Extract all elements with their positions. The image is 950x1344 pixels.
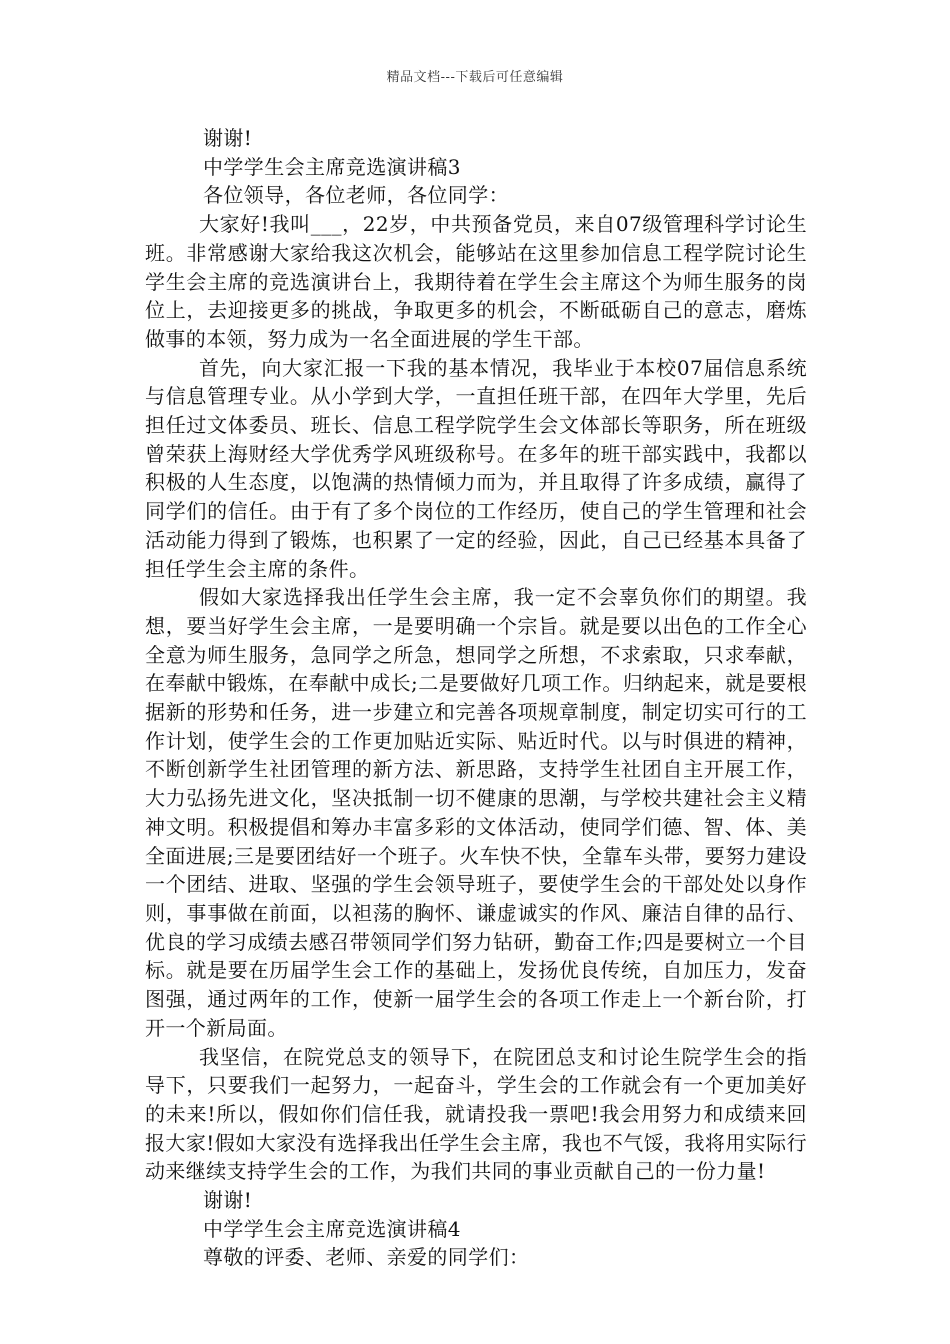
body-paragraph: 假如大家选择我出任学生会主席，我一定不会辜负你们的期望。我想，要当好学生会主席，一是要明确一个宗旨。就是要以出色的工作全心全意为师生服务，急同学之所急，想同学之所想，不求索取，只求奉献，在奉献中锻炼，在奉献中成长;二是要做好几项工作。归纳起来，就是要根据新的形势和任务，进一步建立和完善各项规章制度，制定切实可行的工作计划，使学生会的工作更加贴近实际、贴近时代。以与时俱进的精神，不断创新学生社团管理的新方法、新思路，支持学生社团自主开展工作，大力弘扬先进文化，坚决抵制一切不健康的思潮，与学校共建社会主义精神文明。积极提倡和筹办丰富多彩的文体活动，使同学们德、智、体、美全面进展;三是要团结好一个班子。火车快不快，全靠车头带，要努力建设一个团结、进取、坚强的学生会领导班子，要使学生会的干部处处以身作则，事事做在前面，以袒荡的胸怀、谦虚诚实的作风、廉洁自律的品行、优良的学习成绩去感召带领同学们努力钻研，勤奋工作;四是要树立一个目标。就是要在历届学生会工作的基础上，发扬优良传统，自加压力，发奋图强，通过两年的工作，使新一届学生会的各项工作走上一个新台阶，打开一个新局面。 [145,585,807,1040]
speech-title: 中学学生会主席竞选演讲稿4 [203,1216,461,1241]
document-body [145,124,807,1272]
closing-thanks: 谢谢! [203,126,253,150]
speech-title: 中学学生会主席竞选演讲稿3 [203,154,461,179]
salutation: 各位领导，各位老师，各位同学： [203,183,509,208]
closing-thanks: 谢谢! [203,1188,253,1213]
body-paragraph: 首先，向大家汇报一下我的基本情况，我毕业于本校07届信息系统与信息管理专业。从小学到大学，一直担任班干部，在四年大学里，先后担任过文体委员、班长、信息工程学院学生会文体部长等职务，所在班级曾荣获上海财经大学优秀学风班级称号。在多年的班干部实践中，我都以积极的人生态度，以饱满的热情倾力而为，并且取得了许多成绩，赢得了同学们的信任。由于有了多个岗位的工作经历，使自己的学生管理和社会活动能力得到了锻炼，也积累了一定的经验，因此，自己已经基本具备了担任学生会主席的条件。 [145,355,807,581]
salutation: 尊敬的评委、老师、亲爱的同学们： [203,1245,530,1270]
page-header: 精品文档---下载后可任意编辑 [386,70,564,85]
body-paragraph: 我坚信，在院党总支的领导下，在院团总支和讨论生院学生会的指导下，只要我们一起努力，一起奋斗，学生会的工作就会有一个更加美好的未来!所以，假如你们信任我，就请投我一票吧!我会用努力和成绩来回报大家!假如大家没有选择我出任学生会主席，我也不气馁，我将用实际行动来继续支持学生会的工作，为我们共同的事业贡献自己的一份力量! [145,1044,807,1184]
body-paragraph: 大家好!我叫___，22岁，中共预备党员，来自07级管理科学讨论生班。非常感谢大家给我这次机会，能够站在这里参加信息工程学院讨论生学生会主席的竞选演讲台上，我期待着在学生会主席这个为师生服务的岗位上，去迎接更多的挑战，争取更多的机会，不断砥砺自己的意志，磨炼做事的本领，努力成为一名全面进展的学生干部。 [145,212,807,351]
